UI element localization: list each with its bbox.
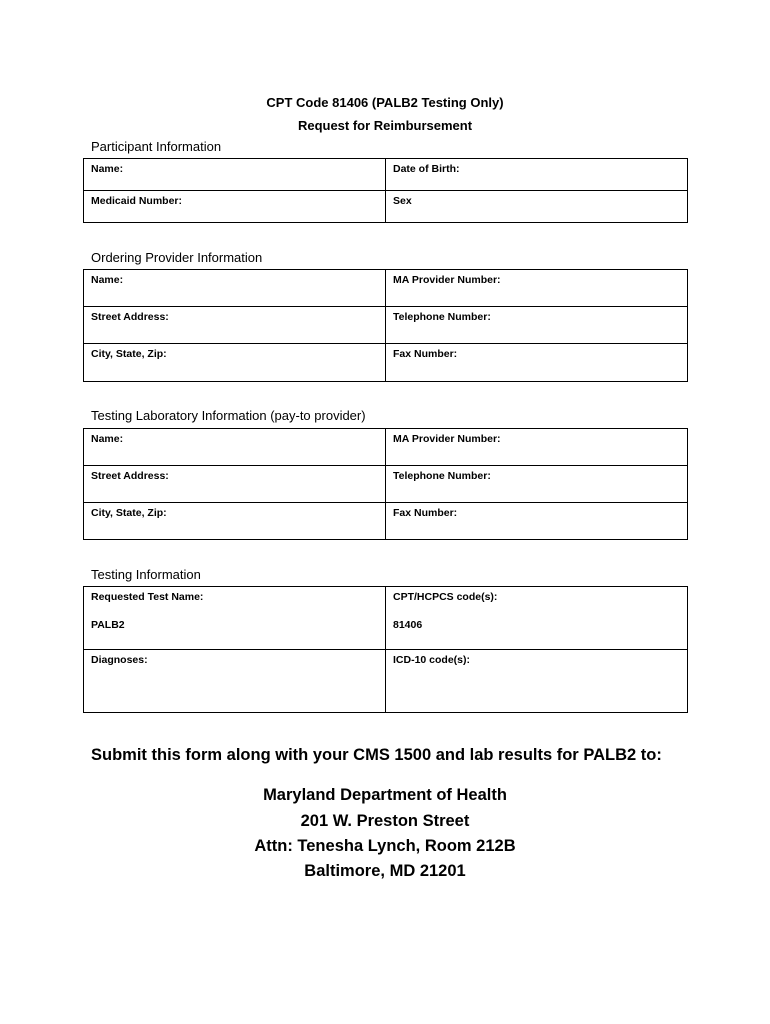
address-line-city: Baltimore, MD 21201 [304,862,466,880]
participant-name-field[interactable]: Name: [84,159,386,191]
testing-info-heading: Testing Information [91,567,201,582]
lab-name-field[interactable]: Name: [84,429,386,466]
test-name-label: Requested Test Name: [91,591,204,603]
diagnoses-field[interactable]: Diagnoses: [84,650,386,713]
ordering-fax-field[interactable]: Fax Number: [386,344,688,382]
ordering-name-field[interactable]: Name: [84,270,386,307]
lab-telephone-field[interactable]: Telephone Number: [386,466,688,503]
participant-medicaid-field[interactable]: Medicaid Number: [84,191,386,223]
table-row [84,191,688,223]
participant-heading: Participant Information [91,139,222,154]
testing-lab-table [83,428,688,540]
table-row [84,650,688,713]
table-row [84,587,688,650]
ordering-provider-heading: Ordering Provider Information [91,250,263,265]
ordering-street-field[interactable]: Street Address: [84,307,386,344]
lab-street-field[interactable]: Street Address: [84,466,386,503]
table-row [84,503,688,540]
form-subtitle: Request for Reimbursement [297,118,473,133]
participant-dob-field[interactable]: Date of Birth: [386,159,688,191]
cpt-code-value: 81406 [393,619,423,631]
form-title: CPT Code 81406 (PALB2 Testing Only) [266,95,504,110]
ordering-provider-table [83,269,688,382]
cpt-code-field[interactable] [386,587,688,650]
table-row [84,159,688,191]
participant-table [83,158,688,223]
table-row [84,270,688,307]
table-row [84,344,688,382]
ordering-ma-number-field[interactable]: MA Provider Number: [386,270,688,307]
table-row [84,466,688,503]
cpt-code-label: CPT/HCPCS code(s): [393,591,498,603]
lab-city-field[interactable]: City, State, Zip: [84,503,386,540]
test-name-value: PALB2 [91,619,125,631]
table-row [84,429,688,466]
submit-instruction: Submit this form along with your CMS 1500 and lab results for PALB2 to: [91,746,662,764]
address-line-street: 201 W. Preston Street [300,812,470,830]
table-row [84,307,688,344]
lab-ma-number-field[interactable]: MA Provider Number: [386,429,688,466]
ordering-telephone-field[interactable]: Telephone Number: [386,307,688,344]
testing-lab-heading: Testing Laboratory Information (pay-to provider) [91,408,366,423]
lab-fax-field[interactable]: Fax Number: [386,503,688,540]
address-line-organization: Maryland Department of Health [263,786,507,804]
testing-info-table [83,586,688,713]
participant-sex-field[interactable]: Sex [386,191,688,223]
icd10-code-field[interactable]: ICD-10 code(s): [386,650,688,713]
address-line-attention: Attn: Tenesha Lynch, Room 212B [254,837,516,855]
test-name-field[interactable] [84,587,386,650]
ordering-city-field[interactable]: City, State, Zip: [84,344,386,382]
